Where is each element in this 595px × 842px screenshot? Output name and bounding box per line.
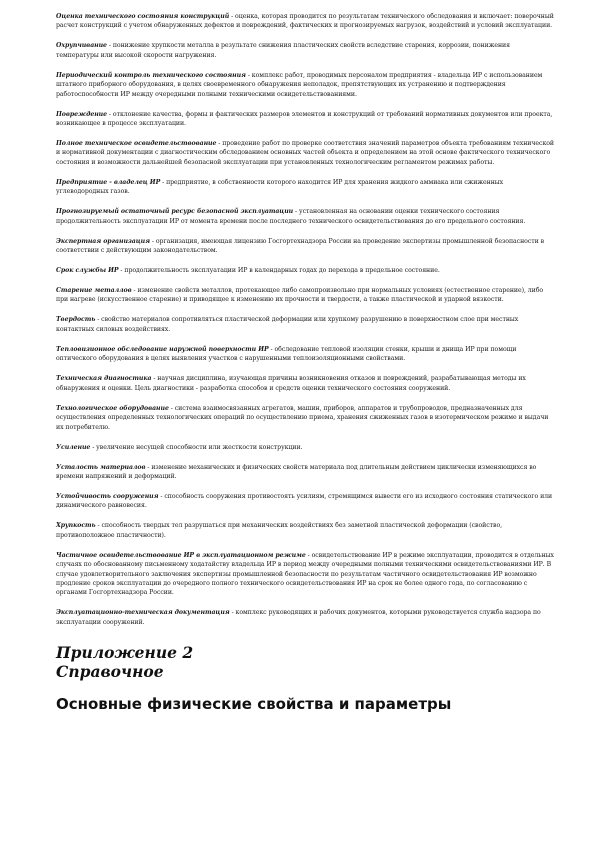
glossary-term: Тепловизионное обследование наружной поверхности ИР <box>56 345 269 353</box>
glossary-definition: - изменение механических и физических свойств материала под длительным действием циклически изменяющихся во времени напряжений и деформаций. <box>56 463 537 480</box>
appendix-subtitle: Справочное <box>56 662 164 682</box>
glossary-term: Прогнозируемый остаточный ресурс безопасной эксплуатации <box>56 208 294 216</box>
glossary-entry <box>56 207 554 226</box>
document-page <box>56 12 554 713</box>
glossary-definition: - оценка, которая проводится по результатам технического обследования и включает: поверочный расчет конструкций с учетом обнаруженных дефектов и повреждений, фактических и прогнозируемых нагрузок, воздействий и условий эксплуатации. <box>56 13 554 30</box>
glossary-entry <box>56 492 554 511</box>
glossary-term: Технологическое оборудование <box>56 404 169 412</box>
glossary-definition: - проведение работ по проверке соответствия значений параметров объекта требованиям технической и нормативной документации с диагностическим обследованием основных частей объекта и определением на этой основе фактического технического состояния и возможности дальнейшей безопасной эксплуатации при установленных технологическим регламентом режимах работы. <box>56 140 555 166</box>
glossary-definition: - понижение хрупкости металла в результате снижения пластических свойств вследствие старения, коррозии, понижения температуры или высокой скорости нагружения. <box>56 42 510 59</box>
glossary-term: Частичное освидетельствование ИР в эксплуатационном режиме <box>56 551 306 559</box>
glossary-definition: - способность твердых тел разрушаться при механических воздействиях без заметной пластической деформации (свойство, противоположное пластичности). <box>56 522 503 539</box>
glossary-term: Усиление <box>56 443 91 451</box>
glossary-entry <box>56 345 554 364</box>
glossary-entry <box>56 608 554 627</box>
glossary-definition: - комплекс руководящих и рабочих документов, которыми руководствуется служба надзора по эксплуатации сооружений. <box>56 609 541 626</box>
glossary-term: Твердость <box>56 316 96 324</box>
glossary-term: Периодический контроль технического состояния <box>56 71 246 79</box>
glossary-definition: - изменение свойств металлов, протекающее либо самопроизвольно при нормальных условиях (естественное старение), либо при нагреве (искусственное старение) и приводящее к изменению их прочности и твердости, а также пластической и ударной вязкости. <box>56 287 544 304</box>
glossary-definition: - свойство материалов сопротивляться пластической деформации или хрупкому разрушению в поверхностном слое при местных контактных силовых воздействиях. <box>56 316 519 333</box>
glossary <box>56 12 554 627</box>
section-title: Основные физические свойства и параметры <box>56 695 452 714</box>
glossary-entry <box>56 110 554 129</box>
glossary-term: Охрупчивание <box>56 42 107 50</box>
glossary-definition: - отклонение качества, формы и фактических размеров элементов и конструкций от требований нормативных документов или проекта, возникающее в процессе эксплуатации. <box>56 110 553 128</box>
glossary-term: Экспертная организация <box>56 237 150 245</box>
glossary-entry <box>56 374 554 393</box>
glossary-definition: - научная дисциплина, изучающая причины возникновения отказов и повреждений, разрабатывающая методы их обнаружения и оценки. Цель диагностики - разработка способов и средств оценки технического состояния сооружений. <box>56 375 526 392</box>
glossary-definition: - способность сооружения противостоять усилиям, стремящимся вывести его из исходного состояния статического или динамического равновесия. <box>56 492 553 510</box>
glossary-definition: - система взаимосвязанных агрегатов, машин, приборов, аппаратов и трубопроводов, предназначенных для осуществления определенных технологических операций по осуществлению приема, хранения сжиженных газов в изотермическом режиме и выдачи их потребителю. <box>56 404 549 431</box>
glossary-term: Эксплуатационно-техническая документация <box>56 609 230 617</box>
glossary-definition: - обследование тепловой изоляции стенки, крыши и днища ИР при помощи оптического оборудования в целях выявления участков с нарушенными теплоизоляционными свойствами. <box>56 345 517 363</box>
glossary-entry <box>56 521 554 540</box>
glossary-entry <box>56 551 554 598</box>
glossary-definition: - организация, имеющая лицензию Госгортехнадзора России на проведение экспертизы промышленной безопасности в соответствии с действующим законодательством. <box>56 237 545 255</box>
glossary-term: Хрупкость <box>56 522 96 530</box>
glossary-entry <box>56 178 554 197</box>
glossary-term: Техническая диагностика <box>56 375 152 383</box>
appendix-title: Приложение 2 <box>56 643 194 663</box>
glossary-entry <box>56 12 554 31</box>
glossary-definition: - комплекс работ, проводимых персоналом предприятия - владельца ИР с использованием штатного приборного оборудования, в целях своевременного обнаружения неполадок, препятствующих их устранению и подтверждения работоспособности ИР между очередными полными техническими освидетельствованиями. <box>56 71 543 98</box>
glossary-entry <box>56 266 554 275</box>
glossary-entry <box>56 404 554 432</box>
glossary-entry <box>56 443 554 452</box>
glossary-term: Полное техническое освидетельствование <box>56 140 217 148</box>
glossary-term: Старение металлов <box>56 287 132 295</box>
glossary-entry <box>56 286 554 305</box>
glossary-definition: - предприятие, в собственности которого находится ИР для хранения жидкого аммиака или сжиженных углеводородных газов. <box>56 178 504 196</box>
glossary-entry <box>56 71 554 99</box>
glossary-term: Повреждение <box>56 110 108 118</box>
glossary-term: Оценка технического состояния конструкций <box>56 13 230 20</box>
glossary-entry <box>56 41 554 60</box>
glossary-definition: - освидетельствование ИР в режиме эксплуатации, проводится в отдельных случаях по обоснованному письменному ходатайству владельца ИР в период между очередными полными техническими освидетельствованиями ИР. В случае удовлетворительного заключения экспертизы промышленной безопасности по результатам частичного освидетельствования ИР возможно продление сроков эксплуатации до очередного полного технического освидетельствования ИР на срок не более одного года, по согласованию с органами Госгортехнадзора России. <box>56 551 554 597</box>
glossary-entry <box>56 139 554 167</box>
glossary-term: Предприятие - владелец ИР <box>56 178 161 186</box>
glossary-term: Устойчивость сооружения <box>56 492 159 500</box>
glossary-entry <box>56 237 554 256</box>
glossary-term: Срок службы ИР <box>56 267 119 275</box>
glossary-term: Усталость материалов <box>56 463 146 471</box>
glossary-definition: - установленная на основании оценки технического состояния продолжительность эксплуатации ИР от момента времени после последнего технического освидетельствования до его предельного состояния. <box>56 208 526 225</box>
glossary-definition: - продолжительность эксплуатации ИР в календарных годах до перехода в предельное состояние. <box>118 267 440 275</box>
glossary-entry <box>56 315 554 334</box>
glossary-entry <box>56 463 554 482</box>
glossary-definition: - увеличение несущей способности или жесткости конструкции. <box>90 443 303 451</box>
